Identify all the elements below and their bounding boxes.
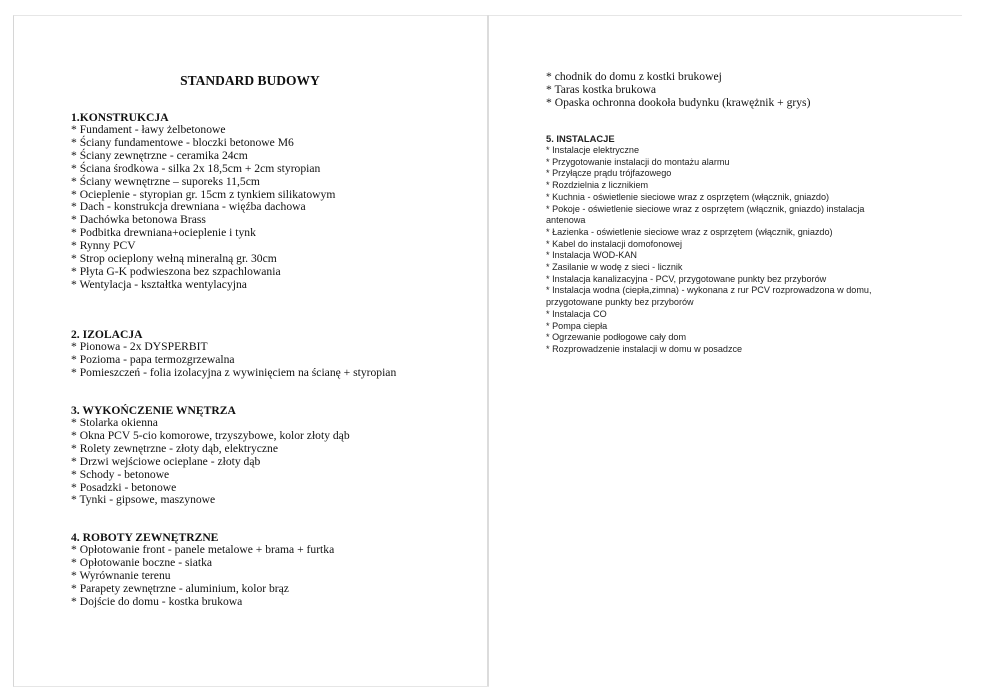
list-item: * Tynki - gipsowe, maszynowe bbox=[71, 493, 216, 507]
list-item: * Parapety zewnętrzne - aluminium, kolor brąz bbox=[71, 581, 289, 595]
list-item: * Pozioma - papa termozgrzewalna bbox=[71, 352, 235, 366]
page-divider bbox=[487, 15, 489, 686]
list-item: * Instalacja wodna (ciepła,zimna) - wykonana z rur PCV rozprowadzona w domu, bbox=[546, 285, 872, 296]
list-item: * Instalacja WOD-KAN bbox=[546, 250, 637, 261]
list-item: * Posadzki - betonowe bbox=[71, 480, 177, 494]
list-item: * Strop ocieplony wełną mineralną gr. 30cm bbox=[71, 252, 277, 266]
section-roboty-zewnetrzne bbox=[71, 531, 334, 609]
list-item: * Pomieszczeń - folia izolacyjna z wywinięciem na ścianę + styropian bbox=[71, 365, 397, 379]
list-item: * Pokoje - oświetlenie sieciowe wraz z osprzętem (włącznik, gniazdo) instalacja bbox=[546, 203, 865, 214]
section-heading: 4. ROBOTY ZEWNĘTRZNE bbox=[71, 531, 219, 544]
list-item: * Wentylacja - kształtka wentylacyjna bbox=[71, 277, 247, 291]
list-item: * Opłotowanie front - panele metalowe + brama + furtka bbox=[71, 543, 335, 556]
list-item: * Stolarka okienna bbox=[71, 416, 158, 429]
list-item: * Kabel do instalacji domofonowej bbox=[546, 238, 682, 249]
list-item: * Dachówka betonowa Brass bbox=[71, 213, 206, 227]
list-item: * Ściana środkowa - silka 2x 18,5cm + 2cm styropian bbox=[71, 161, 321, 175]
section-heading: 5. INSTALACJE bbox=[546, 133, 615, 144]
section-instalacje bbox=[546, 133, 891, 356]
list-item: * Zasilanie w wodę z sieci - licznik bbox=[546, 262, 683, 273]
list-item: * Pompa ciepła bbox=[546, 320, 608, 331]
list-item: * Przyłącze prądu trójfazowego bbox=[546, 168, 672, 179]
list-item: * Opaska ochronna dookoła budynku (krawężnik + grys) bbox=[546, 95, 811, 109]
list-item: * Łazienka - oświetlenie sieciowe wraz z osprzętem (włącznik, gniazdo) bbox=[546, 226, 833, 237]
list-item: * Instalacja CO bbox=[546, 308, 607, 319]
list-item: * Ściany fundamentowe - bloczki betonowe M6 bbox=[71, 135, 294, 149]
list-item: * Dach - konstrukcja drewniana - więźba dachowa bbox=[71, 200, 306, 214]
list-item: * Rozdzielnia z licznikiem bbox=[546, 180, 649, 191]
list-item: * Fundament - ławy żelbetonowe bbox=[71, 123, 226, 136]
list-item: * Schody - betonowe bbox=[71, 467, 170, 481]
section-heading: 2. IZOLACJA bbox=[71, 328, 143, 341]
list-item: * Ściany zewnętrzne - ceramika 24cm bbox=[71, 148, 248, 162]
document-title: STANDARD BUDOWY bbox=[180, 73, 320, 88]
list-item: * chodnik do domu z kostki brukowej bbox=[546, 70, 722, 83]
list-item: * Opłotowanie boczne - siatka bbox=[71, 555, 213, 569]
list-item: * Ocieplenie - styropian gr. 15cm z tynkiem silikatowym bbox=[71, 187, 336, 201]
list-item: * Kuchnia - oświetlenie sieciowe wraz z osprzętem (włącznik, gniazdo) bbox=[546, 191, 830, 202]
list-item: * Dojście do domu - kostka brukowa bbox=[71, 594, 243, 608]
list-item: przygotowane punkty bez przyborów bbox=[546, 297, 694, 308]
list-item: * Wyrównanie terenu bbox=[71, 568, 171, 582]
section-izolacja bbox=[71, 328, 396, 380]
section-continuation bbox=[546, 71, 810, 110]
list-item: * Ogrzewanie podłogowe cały dom bbox=[546, 332, 687, 343]
list-item: * Taras kostka brukowa bbox=[546, 82, 657, 96]
section-konstrukcja bbox=[71, 111, 335, 292]
list-item: * Rozprowadzenie instalacji w domu w posadzce bbox=[546, 343, 743, 354]
list-item: * Instalacje elektryczne bbox=[546, 145, 640, 155]
list-item: * Ściany wewnętrzne – suporeks 11,5cm bbox=[71, 174, 260, 188]
list-item: * Rynny PCV bbox=[71, 239, 136, 253]
list-item: * Drzwi wejściowe ocieplane - złoty dąb bbox=[71, 454, 261, 468]
list-item: * Okna PCV 5-cio komorowe, trzyszybowe, kolor złoty dąb bbox=[71, 428, 350, 442]
list-item: * Instalacja kanalizacyjna - PCV, przygotowane punkty bez przyborów bbox=[546, 273, 827, 284]
section-heading: 3. WYKOŃCZENIE WNĘTRZA bbox=[71, 404, 236, 417]
list-item: * Rolety zewnętrzne - złoty dąb, elektryczne bbox=[71, 441, 278, 455]
list-item: * Pionowa - 2x DYSPERBIT bbox=[71, 340, 208, 353]
section-wykonczenie bbox=[71, 404, 350, 507]
list-item: * Płyta G-K podwieszona bez szpachlowania bbox=[71, 264, 281, 278]
list-item: * Przygotowanie instalacji do montażu alarmu bbox=[546, 156, 730, 167]
list-item: antenowa bbox=[546, 215, 586, 226]
section-heading: 1.KONSTRUKCJA bbox=[71, 111, 169, 124]
list-item: * Podbitka drewniana+ocieplenie i tynk bbox=[71, 226, 256, 240]
